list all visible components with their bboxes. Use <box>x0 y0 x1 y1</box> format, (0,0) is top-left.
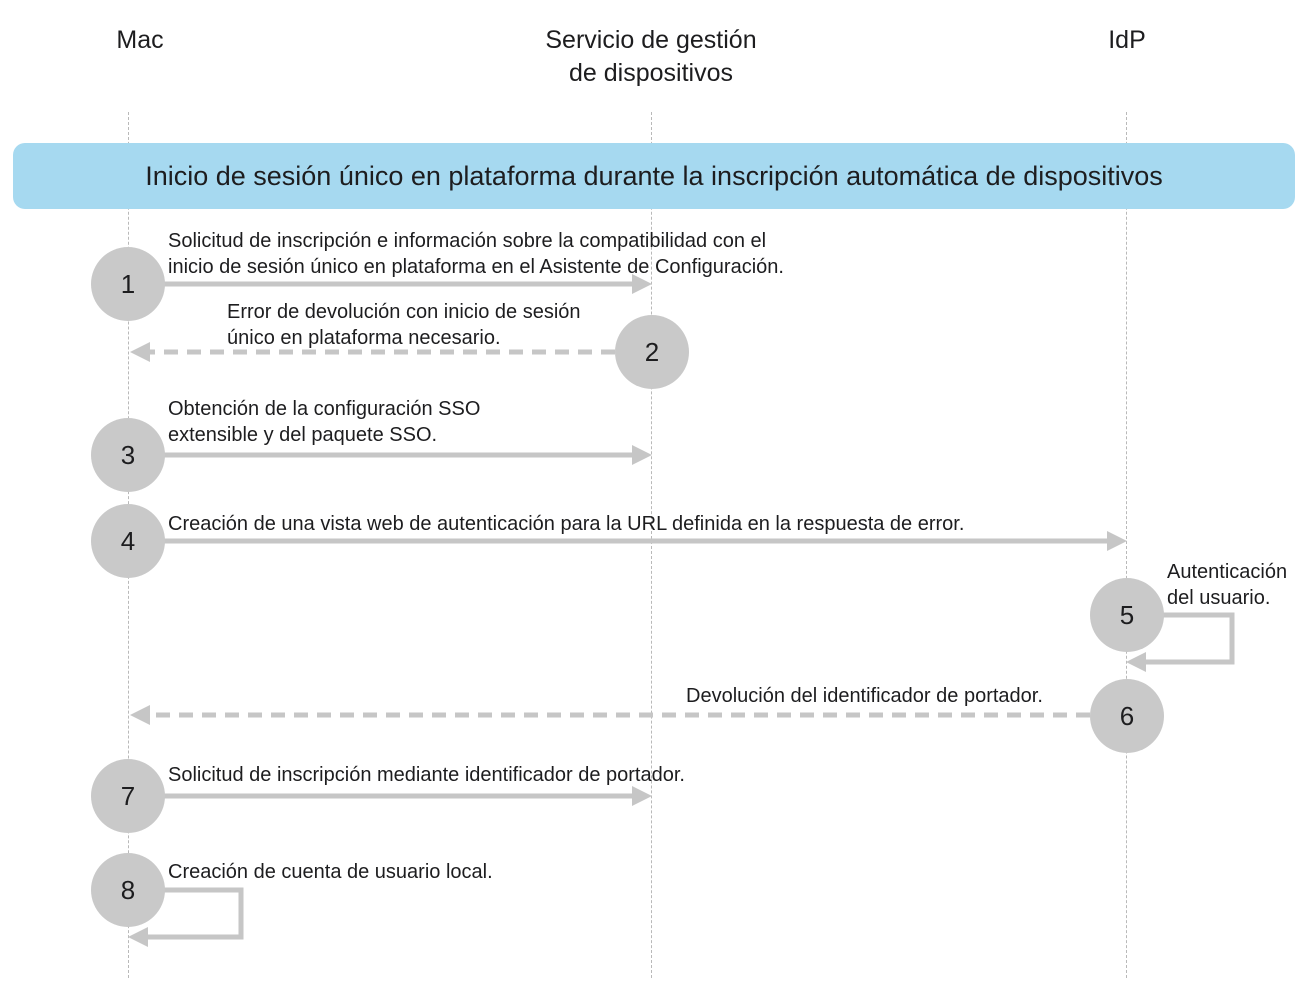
arrowhead-step-7 <box>632 786 652 806</box>
step-3-label: Obtención de la configuración SSO extensible y del paquete SSO. <box>168 398 481 446</box>
arrowhead-step-5 <box>1126 652 1146 672</box>
step-4-badge: 4 <box>91 504 165 578</box>
participant-device-management-service: Servicio de gestión de dispositivos <box>545 26 757 87</box>
arrowhead-step-2 <box>130 342 150 362</box>
arrowhead-step-8 <box>128 927 148 947</box>
step-3-badge: 3 <box>91 418 165 492</box>
step-2-badge: 2 <box>615 315 689 389</box>
participant-mac: Mac <box>116 26 164 54</box>
participant-idp: IdP <box>1108 26 1146 54</box>
step-7-badge: 7 <box>91 759 165 833</box>
arrowhead-step-4 <box>1107 531 1127 551</box>
step-6-label: Devolución del identificador de portador. <box>686 685 1043 707</box>
phase-banner-text: Inicio de sesión único en plataforma durante la inscripción automática de dispositivos <box>145 160 1163 191</box>
step-1-badge: 1 <box>91 247 165 321</box>
step-7-label: Solicitud de inscripción mediante identificador de portador. <box>168 764 685 786</box>
step-1-label: Solicitud de inscripción e información sobre la compatibilidad con el inicio de sesión único en plataforma en el Asistente de Configuración. <box>168 230 784 278</box>
arrowhead-step-6 <box>130 705 150 725</box>
step-8-badge: 8 <box>91 853 165 927</box>
step-8-label: Creación de cuenta de usuario local. <box>168 861 493 883</box>
step-2-label: Error de devolución con inicio de sesión único en plataforma necesario. <box>227 301 581 349</box>
arrowhead-step-3 <box>632 445 652 465</box>
step-5-label: Autenticación del usuario. <box>1167 561 1288 609</box>
step-6-badge: 6 <box>1090 679 1164 753</box>
step-4-label: Creación de una vista web de autenticación para la URL definida en la respuesta de error. <box>168 513 965 535</box>
step-5-badge: 5 <box>1090 578 1164 652</box>
